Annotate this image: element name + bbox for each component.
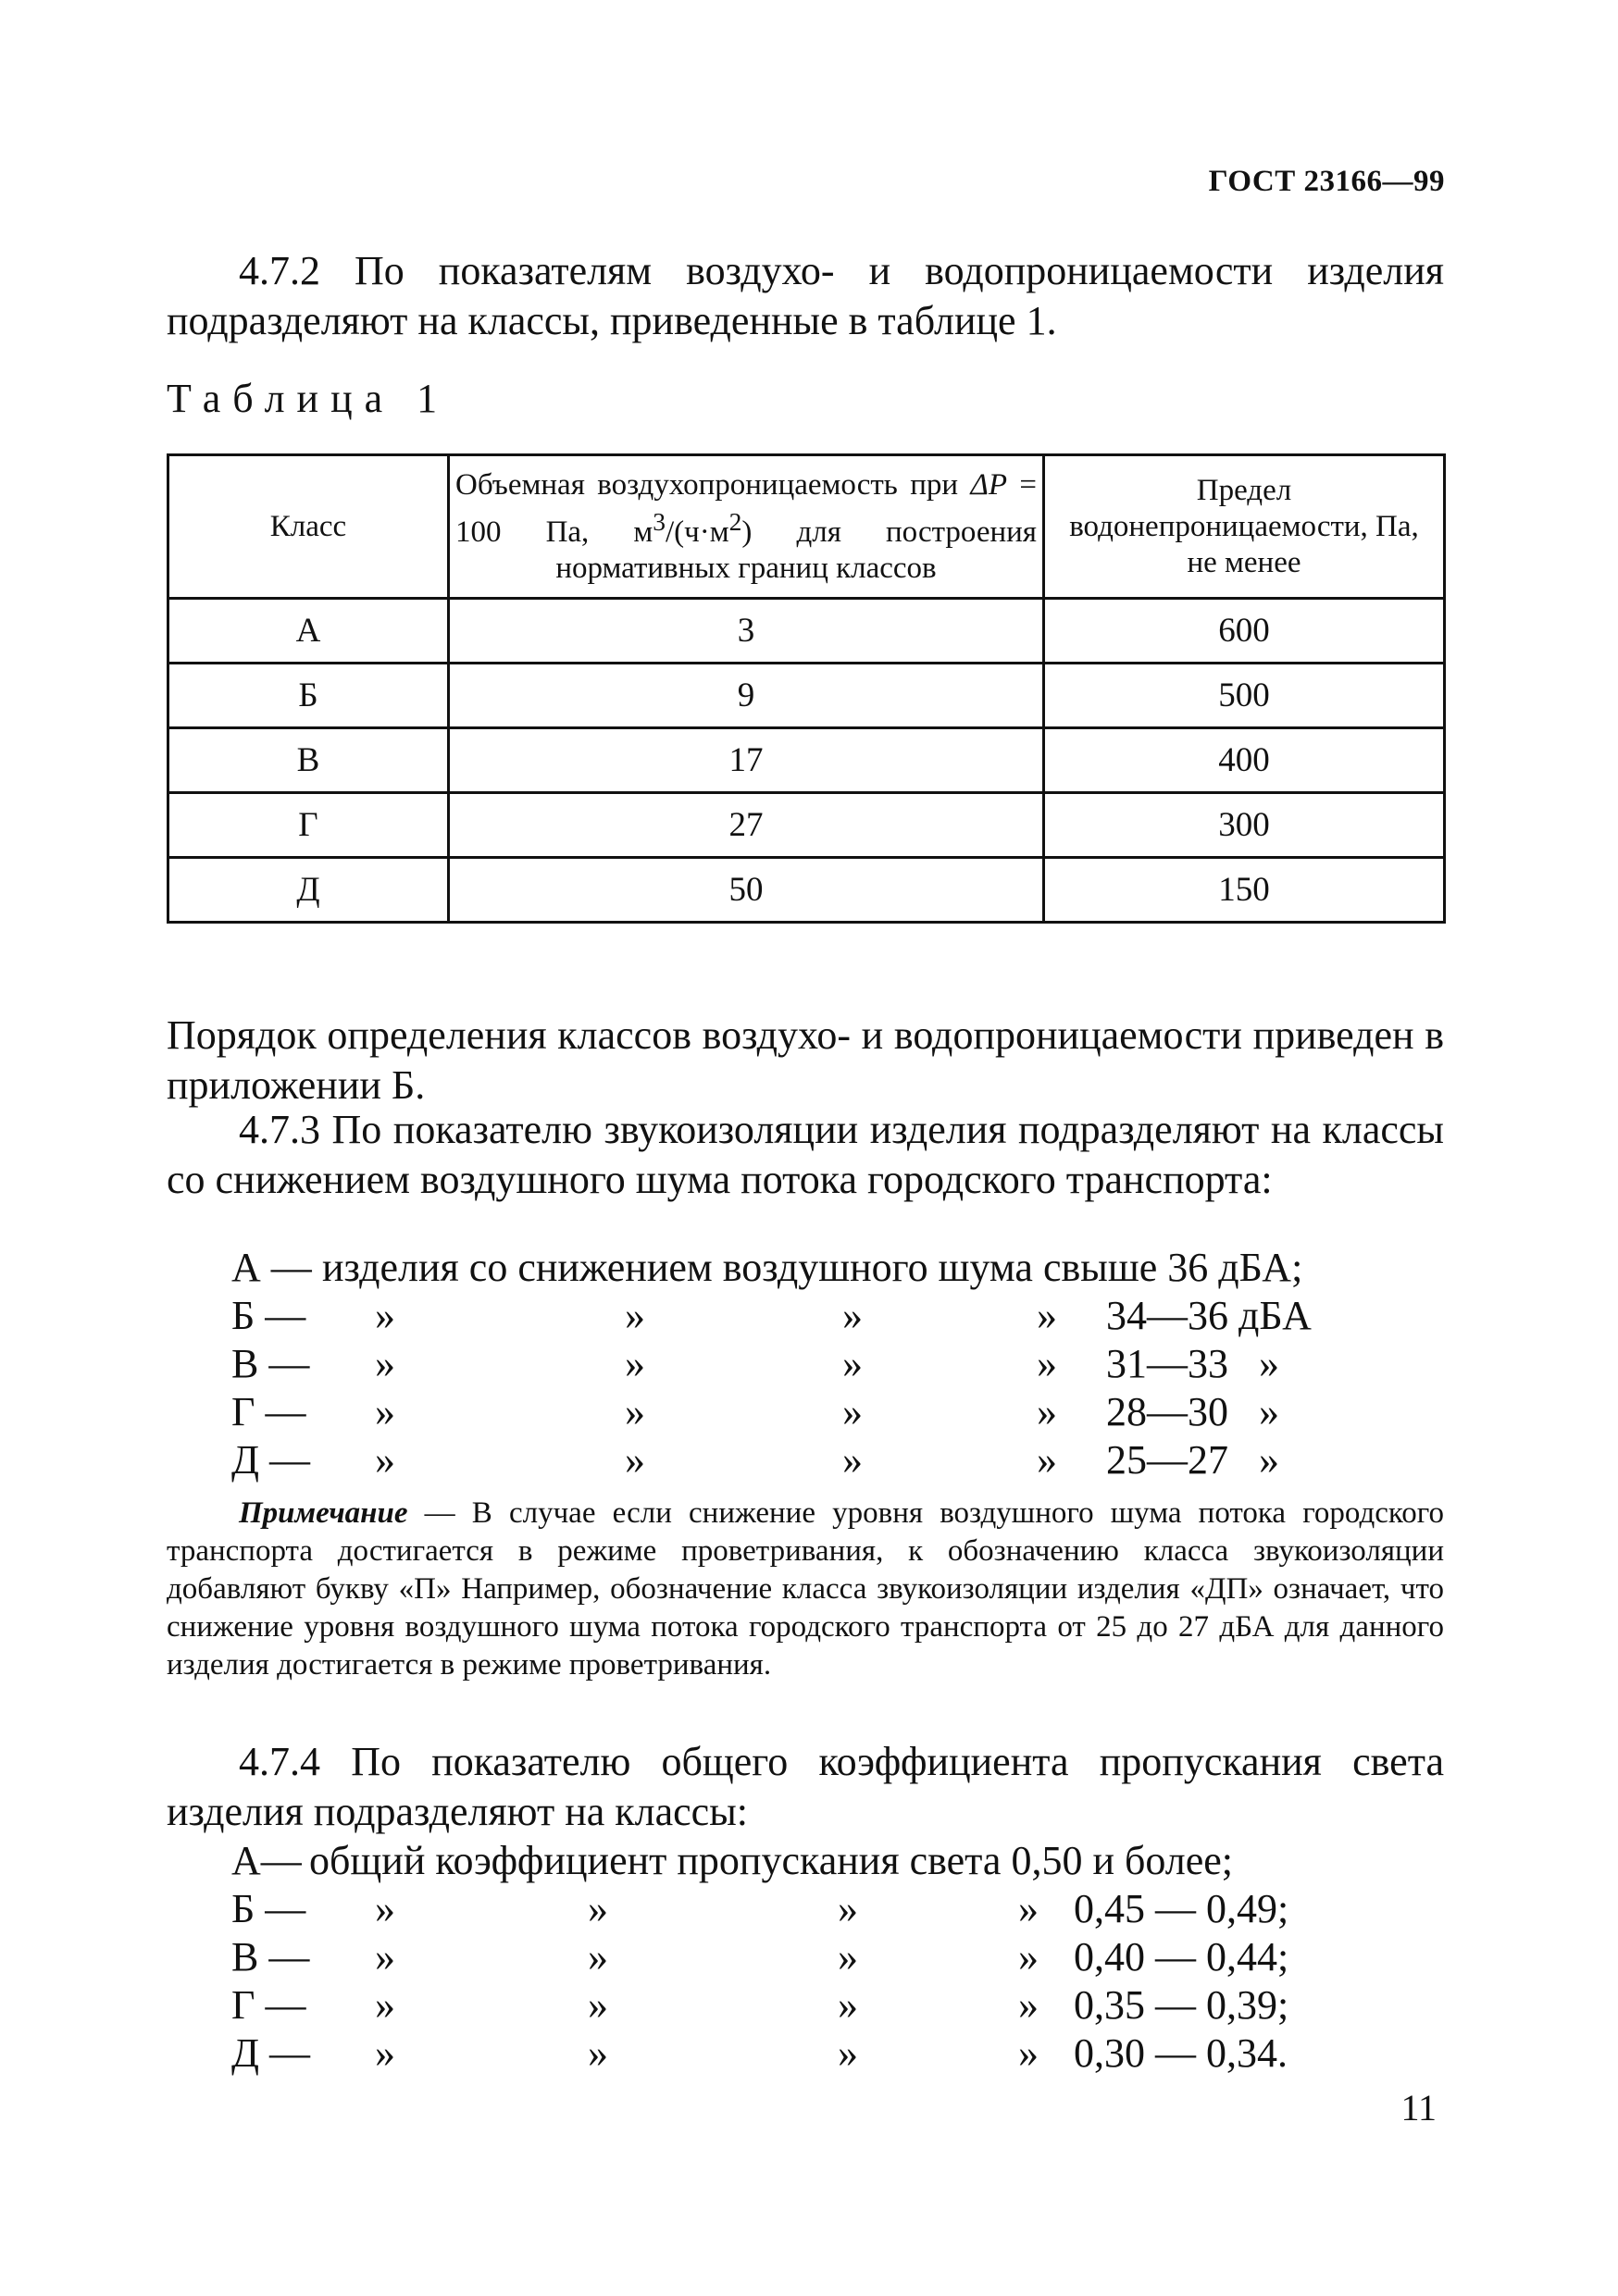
ditto-mark: » <box>625 1341 645 1386</box>
list-item-range: 0,35 — 0,39; <box>1074 1982 1289 2028</box>
delta-p-symbol: ΔP <box>970 467 1007 502</box>
list-item-class: Д — <box>231 1437 311 1483</box>
ditto-mark: » <box>842 1341 863 1386</box>
cell-air: 3 <box>449 599 1044 664</box>
note-text: — В случае если снижение уровня воздушного шума потока городского транспорта достигается в режиме проветривания, к обозначению класса звукоизоляции добавляют букву «П» Например, обозначение класса звукоизоляции изделия «ДП» означает, что снижение уровня воздушного шума потока городского транспорта от 25 до 27 дБА для данного изделия достигается в режиме проветривания. <box>167 1496 1444 1682</box>
section-4-7-4 <box>167 1737 1444 1837</box>
list-item-class: Б — <box>231 1886 306 1931</box>
cell-air: 17 <box>449 728 1044 793</box>
ditto-mark: » <box>625 1437 645 1483</box>
ditto-mark: » <box>588 1886 608 1931</box>
list-item-class: Б — <box>231 1293 306 1338</box>
list-item-range: 34—36 дБА <box>1106 1293 1312 1338</box>
list-item-range: 31—33 <box>1106 1341 1228 1386</box>
cell-water: 150 <box>1044 858 1445 923</box>
ditto-mark: » <box>1018 2030 1039 2076</box>
cell-air: 27 <box>449 793 1044 858</box>
ditto-mark: » <box>842 1389 863 1434</box>
list-item-class: В — <box>231 1341 310 1386</box>
list-item-class: Г — <box>231 1982 306 2028</box>
ditto-mark: » <box>1037 1341 1057 1386</box>
ditto-mark: » <box>1018 1886 1039 1931</box>
ditto-mark: » <box>375 1982 395 2028</box>
classification-order-paragraph: Порядок определения классов воздухо- и водопроницаемости приведен в приложении Б. <box>167 1012 1444 1108</box>
list-item-class: В — <box>231 1934 310 1980</box>
header-water-tightness: Предел водонепроницаемости, Па, не менее <box>1044 455 1445 599</box>
table-caption: Таблица 1 <box>167 376 450 421</box>
list-item-range: 0,45 — 0,49; <box>1074 1886 1289 1931</box>
ditto-mark: » <box>838 1982 858 2028</box>
ditto-mark: » <box>375 1389 395 1434</box>
list-item-text: изделия со снижением воздушного шума свыше 36 дБА; <box>322 1245 1303 1290</box>
cell-water: 400 <box>1044 728 1445 793</box>
cell-class: А <box>168 599 449 664</box>
ditto-mark: » <box>375 2030 395 2076</box>
section-4-7-3-text: 4.7.3 По показателю звукоизоляции изделия подразделяют на классы со снижением воздушного шума потока городского транспорта: <box>167 1107 1444 1202</box>
note-label: Примечание <box>239 1496 408 1530</box>
ditto-mark: » <box>1259 1437 1279 1483</box>
cell-class: Д <box>168 858 449 923</box>
ditto-mark: » <box>375 1886 395 1931</box>
note-paragraph <box>167 1495 1444 1684</box>
list-item-class: А — <box>231 1245 312 1290</box>
page-number: 11 <box>1400 2087 1437 2128</box>
ditto-mark: » <box>838 2030 858 2076</box>
ditto-mark: » <box>838 1886 858 1931</box>
ditto-mark: » <box>375 1341 395 1386</box>
cell-class: Г <box>168 793 449 858</box>
document-code: ГОСТ 23166—99 <box>1208 165 1445 198</box>
ditto-mark: » <box>842 1437 863 1483</box>
ditto-mark: » <box>838 1934 858 1980</box>
ditto-mark: » <box>1037 1437 1057 1483</box>
table-row <box>168 664 1445 728</box>
table-header-row <box>168 455 1445 599</box>
section-4-7-4-text: 4.7.4 По показателю общего коэффициента пропускания света изделия подразделяют на классы: <box>167 1739 1444 1834</box>
ditto-mark: » <box>375 1934 395 1980</box>
ditto-mark: » <box>375 1437 395 1483</box>
list-item-class: А— <box>231 1838 302 1883</box>
table-row <box>168 599 1445 664</box>
cell-air: 50 <box>449 858 1044 923</box>
ditto-mark: » <box>1018 1982 1039 2028</box>
ditto-mark: » <box>375 1293 395 1338</box>
cell-water: 300 <box>1044 793 1445 858</box>
list-item-class: Г — <box>231 1389 306 1434</box>
section-4-7-2 <box>167 246 1444 346</box>
cell-class: Б <box>168 664 449 728</box>
ditto-mark: » <box>588 2030 608 2076</box>
list-item-class: Д — <box>231 2030 311 2076</box>
ditto-mark: » <box>1037 1293 1057 1338</box>
classes-table <box>167 453 1446 924</box>
ditto-mark: » <box>1037 1389 1057 1434</box>
ditto-mark: » <box>1259 1389 1279 1434</box>
ditto-mark: » <box>625 1293 645 1338</box>
list-item-range: 25—27 <box>1106 1437 1228 1483</box>
table-row <box>168 858 1445 923</box>
list-item-range: 0,40 — 0,44; <box>1074 1934 1289 1980</box>
section-4-7-2-text: 4.7.2 По показателям воздухо- и водопроницаемости изделия подразделяют на классы, приведенные в таблице 1. <box>167 248 1444 343</box>
ditto-mark: » <box>1259 1341 1279 1386</box>
header-air-permeability: Объемная воздухопроницаемость при ΔP = 100 Па, $м^3/(ч\cdot м^2)$ для построения нормативных границ классов <box>449 455 1044 599</box>
list-item-text: общий коэффициент пропускания света 0,50 и более; <box>309 1838 1234 1883</box>
cell-water: 600 <box>1044 599 1445 664</box>
ditto-mark: » <box>588 1934 608 1980</box>
section-4-7-3 <box>167 1105 1444 1205</box>
cell-air: 9 <box>449 664 1044 728</box>
table-row <box>168 793 1445 858</box>
ditto-mark: » <box>625 1389 645 1434</box>
cell-water: 500 <box>1044 664 1445 728</box>
table-row <box>168 728 1445 793</box>
ditto-mark: » <box>1018 1934 1039 1980</box>
header-class: Класс <box>168 455 449 599</box>
ditto-mark: » <box>842 1293 863 1338</box>
list-item-range: 28—30 <box>1106 1389 1228 1434</box>
ditto-mark: » <box>588 1982 608 2028</box>
list-item-range: 0,30 — 0,34. <box>1074 2030 1288 2076</box>
cell-class: В <box>168 728 449 793</box>
